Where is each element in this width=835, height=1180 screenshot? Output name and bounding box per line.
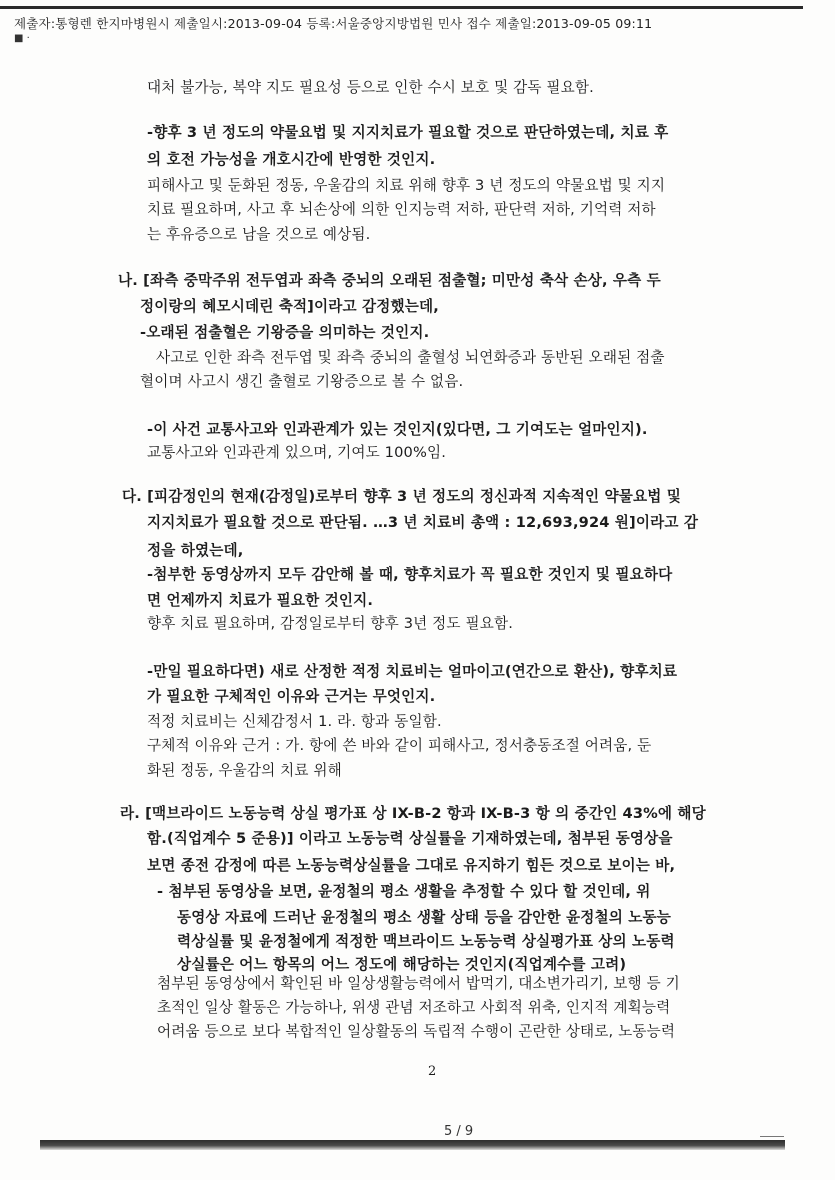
text-line: -향후 3 년 정도의 약물요법 및 지지치료가 필요할 것으로 판단하였는데, 치료 후 [147, 124, 669, 141]
text-line: - 첨부된 동영상을 보면, 윤정철의 평소 생활을 추정할 수 있다 할 것인데, 위 [157, 883, 651, 900]
text-line: 대처 불가능, 복약 지도 필요성 등으로 인한 수시 보호 및 감독 필요함. [147, 79, 594, 96]
text-line: 치료 필요하며, 사고 후 뇌손상에 의한 인지능력 저하, 판단력 저하, 기억력 저하 [147, 201, 656, 218]
text-line: 나. [좌측 중막주위 전두엽과 좌측 중뇌의 오래된 점출혈; 미만성 축삭 손상, 우측 두 [118, 272, 661, 289]
text-line: 초적인 일상 활동은 가능하나, 위생 관념 저조하고 사회적 위축, 인지적 계획능력 [157, 999, 671, 1016]
top-scan-border [0, 6, 803, 9]
bottom-scan-border [40, 1140, 785, 1150]
text-line: 동영상 자료에 드러난 윤정철의 평소 생활 상태 등을 감안한 윤정철의 노동능 [177, 909, 671, 926]
text-line: 의 호전 가능성을 개호시간에 반영한 것인지. [147, 151, 436, 168]
header-mark: ■ · [14, 33, 30, 44]
text-line: 피해사고 및 둔화된 정동, 우울감의 치료 위해 향후 3 년 정도의 약물요법 및 지지 [147, 177, 666, 194]
text-line: 정을 하였는데, [147, 542, 244, 559]
submission-header: 제출자:통형렌 한지마병원시 제출일시:2013-09-04 등록:서울중앙지방법원 민사 접수 제출일:2013-09-05 09:11 [14, 16, 653, 31]
text-line: 교통사고와 인과관계 있으며, 기여도 100%임. [147, 444, 447, 461]
text-line: 상실률은 어느 항목의 어느 정도에 해당하는 것인지(직업계수를 고려) [177, 956, 627, 973]
sheet-indicator: 5 / 9 [444, 1124, 474, 1139]
text-line: 지지치료가 필요할 것으로 판단됨. …3 년 치료비 총액 : 12,693,924 원]이라고 감 [147, 514, 699, 531]
text-line: 력상실률 및 윤정철에게 적정한 맥브라이드 노동능력 상실평가표 상의 노동력 [177, 933, 675, 950]
text-line: 면 언제까지 치료가 필요한 것인지. [147, 592, 374, 609]
bottom-scan-border-tail [760, 1136, 784, 1137]
text-line: 정이랑의 혜모시데린 축적]이라고 감정했는데, [140, 298, 439, 315]
text-line: 사고로 인한 좌측 전두엽 및 좌측 중뇌의 출혈성 뇌연화증과 동반된 오래된 점출 [156, 349, 665, 366]
text-line: -이 사건 교통사고와 인과관계가 있는 것인지(있다면, 그 기여도는 얼마인지). [147, 421, 648, 438]
text-line: 함.(직업계수 5 준용)] 이라고 노동능력 상실률을 기재하였는데, 첨부된 동영상을 [147, 830, 673, 847]
page-number: 2 [428, 1064, 437, 1079]
text-line: 첨부된 동영상에서 확인된 바 일상생활능력에서 밥먹기, 대소변가리기, 보행 등 기 [157, 975, 680, 992]
text-line: 어려움 등으로 보다 복합적인 일상활동의 독립적 수행이 곤란한 상태로, 노동능력 [157, 1023, 676, 1040]
text-line: 혈이며 사고시 생긴 출혈로 기왕증으로 볼 수 없음. [140, 373, 464, 390]
text-line: -만일 필요하다면) 새로 산정한 적정 치료비는 얼마이고(연간으로 환산), 향후치료 [147, 663, 678, 680]
text-line: 다. [피감정인의 현재(감정일)로부터 향후 3 년 정도의 정신과적 지속적인 약물요법 및 [122, 488, 681, 505]
text-line: 향후 치료 필요하며, 감정일로부터 향후 3년 정도 필요함. [147, 615, 513, 632]
text-line: 는 후유증으로 남을 것으로 예상됨. [147, 226, 371, 243]
text-line: 적정 치료비는 신체감정서 1. 라. 항과 동일함. [147, 713, 442, 730]
text-line: -오래된 점출혈은 기왕증을 의미하는 것인지. [140, 324, 430, 341]
text-line: 구체적 이유와 근거 : 가. 항에 쓴 바와 같이 피해사고, 정서충동조절 어려움, 둔 [147, 737, 652, 754]
text-line: -첨부한 동영상까지 모두 감안해 볼 때, 향후치료가 꼭 필요한 것인지 및 필요하다 [147, 566, 673, 583]
text-line: 가 필요한 구체적인 이유와 근거는 무엇인지. [147, 688, 436, 705]
text-line: 보면 종전 감정에 따른 노동능력상실률을 그대로 유지하기 힘든 것으로 보이는 바, [147, 857, 676, 874]
text-line: 화된 정동, 우울감의 치료 위해 [147, 762, 342, 779]
text-line: 라. [맥브라이드 노동능력 상실 평가표 상 IX-B-2 항과 IX-B-3 항 의 중간인 43%에 해당 [120, 805, 706, 822]
